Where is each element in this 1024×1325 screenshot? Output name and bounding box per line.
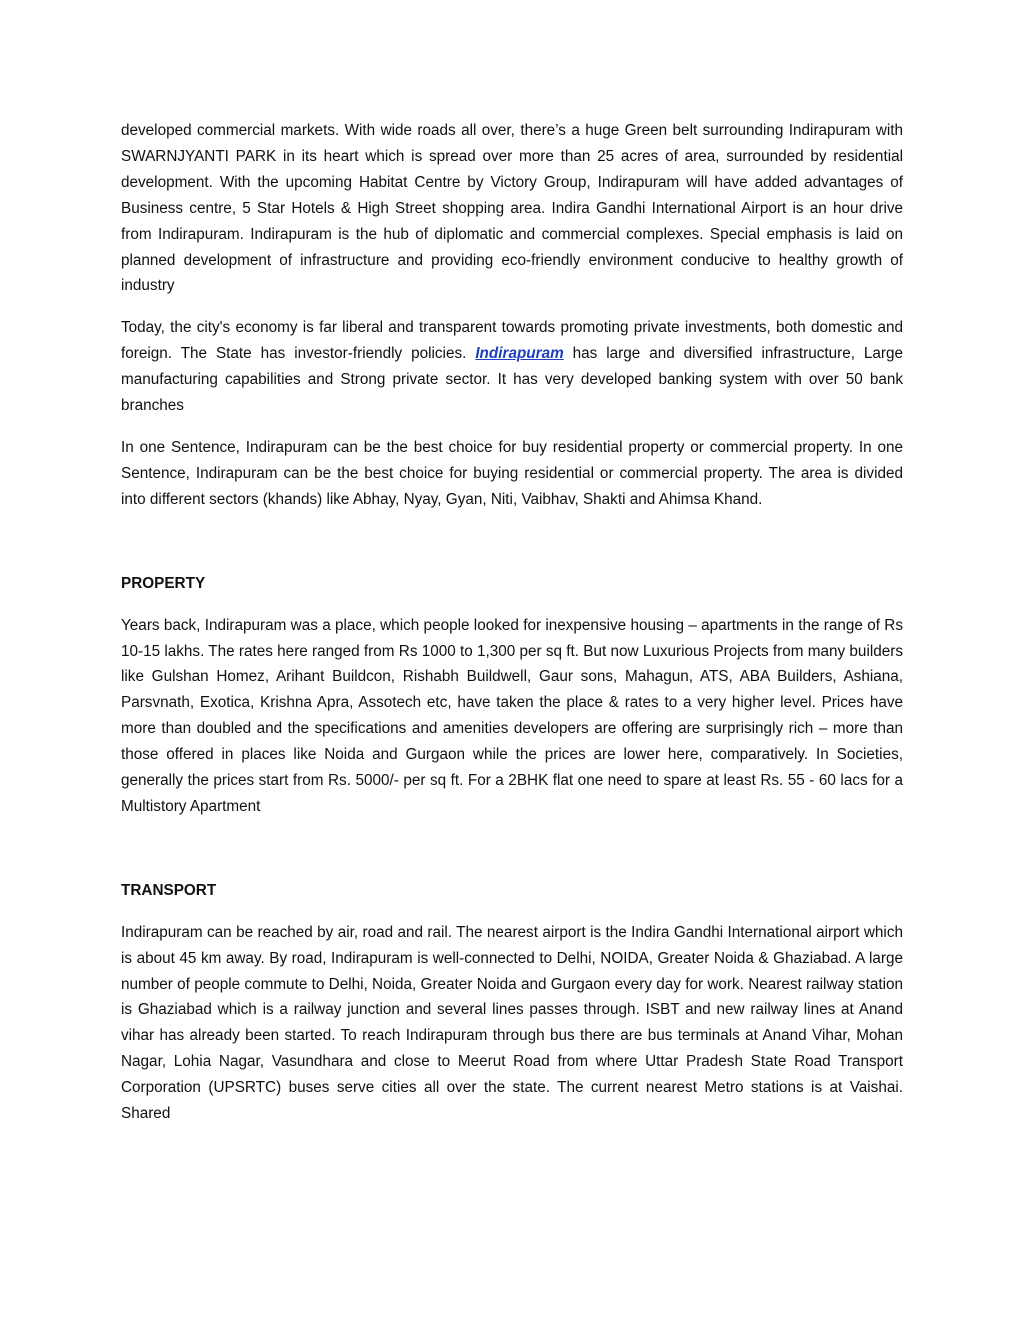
section-gap <box>121 529 903 571</box>
indirapuram-link[interactable]: Indirapuram <box>475 345 564 363</box>
heading-gap <box>121 904 903 920</box>
document-page <box>121 118 903 1143</box>
paragraph-overview: developed commercial markets. With wide roads all over, there’s a huge Green belt surrounding Indirapuram with SWARNJYANTI PARK in its heart which is spread over more than 25 acres of area, surrounded by residential development. With the upcoming Habitat Centre by Victory Group, Indirapuram will have added advantages of Business centre, 5 Star Hotels & High Street shopping area. Indira Gandhi International Airport is an hour drive from Indirapuram. Indirapuram is the hub of diplomatic and commercial complexes. Special emphasis is laid on planned development of infrastructure and providing eco-friendly environment conducive to healthy growth of industry <box>121 122 903 295</box>
paragraph-economy <box>121 315 903 419</box>
heading-property: PROPERTY <box>121 574 206 592</box>
heading-transport: TRANSPORT <box>121 881 217 899</box>
paragraph-summary: In one Sentence, Indirapuram can be the best choice for buy residential property or commercial property. In one Sentence, Indirapuram can be the best choice for buying residential or commercial property. The area is divided into different sectors (khands) like Abhay, Nyay, Gyan, Niti, Vaibhav, Shakti and Ahimsa Khand. <box>121 438 903 508</box>
paragraph-property: Years back, Indirapuram was a place, which people looked for inexpensive housing – apartments in the range of Rs 10-15 lakhs. The rates here ranged from Rs 1000 to 1,300 per sq ft. But now Luxurious Projects from many builders like Gulshan Homez, Arihant Buildcon, Rishabh Buildwell, Gaur sons, Mahagun, ATS, ABA Builders, Ashiana, Parsvnath, Exotica, Krishna Apra, Assotech etc, have taken the place & rates to a very higher level. Prices have more than doubled and the specifications and amenities developers are offering are surprisingly rich – more than those offered in places like Noida and Gurgaon while the prices are lower here, comparatively. In Societies, generally the prices start from Rs. 5000/- per sq ft. For a 2BHK flat one need to spare at least Rs. 55 - 60 lacs for a Multistory Apartment <box>121 616 903 815</box>
economy-text-before: Today, the city's economy is far liberal and transparent towards promoting private investments, both domestic and foreign. The State has investor-friendly policies. <box>121 319 903 363</box>
section-gap <box>121 836 903 878</box>
economy-text-after: has large and diversified infrastructure, Large manufacturing capabilities and Strong private sector. It has very developed banking system with over 50 bank branches <box>121 345 904 415</box>
paragraph-transport: Indirapuram can be reached by air, road and rail. The nearest airport is the Indira Gandhi International airport which is about 45 km away. By road, Indirapuram is well-connected to Delhi, NOIDA, Greater Noida & Ghaziabad. A large number of people commute to Delhi, Noida, Greater Noida and Gurgaon every day for work. Nearest railway station is Ghaziabad which is a railway junction and several lines passes through. ISBT and new railway lines at Anand vihar has already been started. To reach Indirapuram through bus there are bus terminals at Anand Vihar, Mohan Nagar, Lohia Nagar, Vasundhara and close to Meerut Road from where Uttar Pradesh State Road Transport Corporation (UPSRTC) buses serve cities all over the state. The current nearest Metro stations is at Vaishai. Shared <box>121 923 903 1123</box>
heading-gap <box>121 597 903 613</box>
